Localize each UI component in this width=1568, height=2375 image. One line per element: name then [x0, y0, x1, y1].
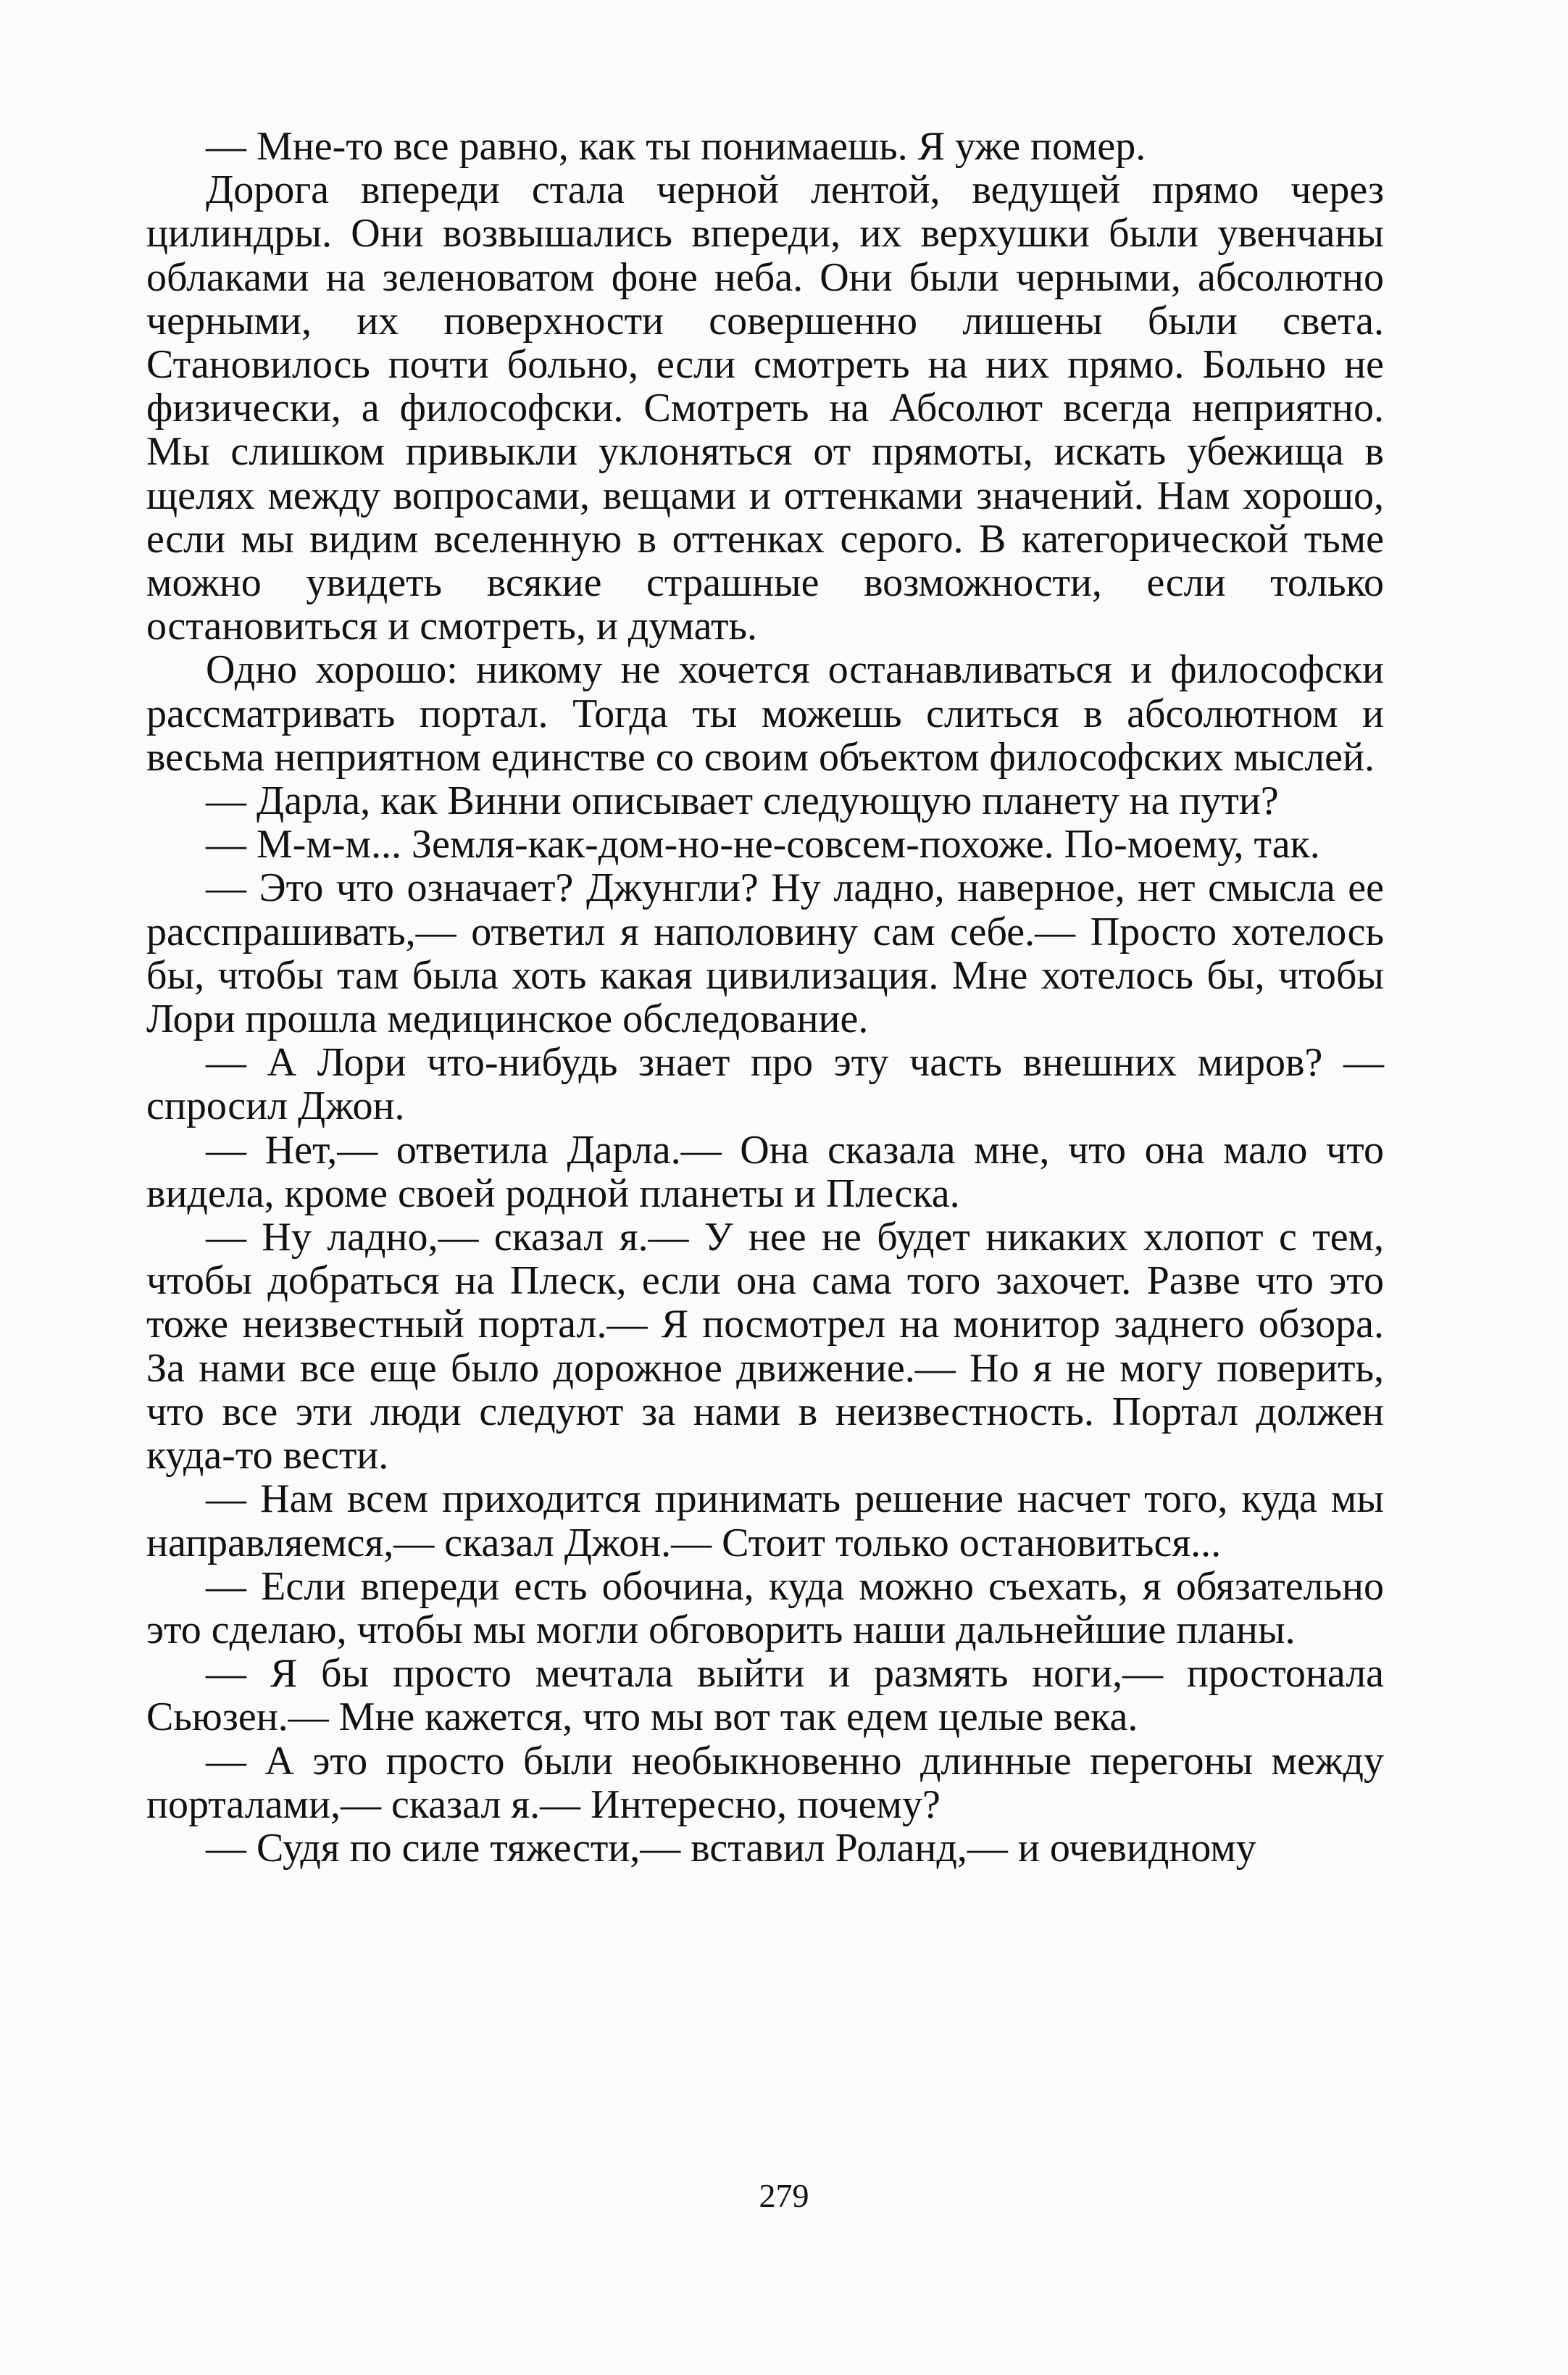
paragraph: — Если впереди есть обочина, куда можно съехать, я обязательно это сделаю, чтобы мы могли обговорить наши дальнейшие планы. [146, 1563, 1384, 1652]
paragraph: — А это просто были необыкновенно длинные перегоны между порталами,— сказал я.— Интересно, почему? [146, 1738, 1384, 1827]
paragraph: — Нет,— ответила Дарла.— Она сказала мне, что она мало что видела, кроме своей родной планеты и Плеска. [146, 1127, 1384, 1216]
paragraph: — Ну ладно,— сказал я.— У нее не будет никаких хлопот с тем, чтобы добраться на Плеск, если она сама того захочет. Разве что это тоже неизвестный портал.— Я посмотрел на монитор заднего обзора. За нами все еще было дорожное движение.— Но я не могу поверить, что все эти люди следуют за нами в неизвестность. Портал должен куда-то вести. [146, 1215, 1384, 1478]
paragraph: — Я бы просто мечтала выйти и размять ноги,— простонала Сьюзен.— Мне кажется, что мы вот так едем целые века. [146, 1651, 1384, 1740]
paragraph: Дорога впереди стала черной лентой, ведущей прямо через цилиндры. Они возвышались впереди, их верхушки были увенчаны облаками на зеленоватом фоне неба. Они были черными, абсолютно черными, их поверхности совершенно лишены были света. Становилось почти больно, если смотреть на них прямо. Больно не физически, а философски. Смотреть на Абсолют всегда неприятно. Мы слишком привыкли уклоняться от прямоты, искать убежища в щелях между вопросами, вещами и оттенками значений. Нам хорошо, если мы видим вселенную в оттенках серого. В категорической тьме можно увидеть всякие страшные возможности, если только остановиться и смотреть, и думать. [146, 167, 1384, 649]
paragraph: Одно хорошо: никому не хочется останавливаться и философски рассматривать портал. Тогда ты можешь слиться в абсолютном и весьма неприятном единстве со своим объектом философских мыслей. [146, 647, 1384, 780]
page-text [146, 125, 1384, 1870]
paragraph: — Нам всем приходится принимать решение насчет того, куда мы направляемся,— сказал Джон.— Стоит только остановиться... [146, 1476, 1384, 1565]
paragraph: — Это что означает? Джунгли? Ну ладно, наверное, нет смысла ее расспрашивать,— ответил я наполовину сам себе.— Просто хотелось бы, чтобы там была хоть какая цивилизация. Мне хотелось бы, чтобы Лори прошла медицинское обследование. [146, 865, 1384, 1042]
paragraph: — Дарла, как Винни описывает следующую планету на пути? [206, 778, 1279, 824]
paragraph: — А Лори что-нибудь знает про эту часть внешних миров? — спросил Джон. [146, 1040, 1384, 1129]
page-number: 279 [759, 2177, 809, 2214]
paragraph: — Мне-то все равно, как ты понимаешь. Я уже помер. [206, 124, 1146, 169]
paragraph: — Судя по силе тяжести,— вставил Роланд,— и очевидному [206, 1825, 1256, 1871]
paragraph: — М-м-м... Земля-как-дом-но-не-совсем-похоже. По-моему, так. [206, 822, 1320, 868]
